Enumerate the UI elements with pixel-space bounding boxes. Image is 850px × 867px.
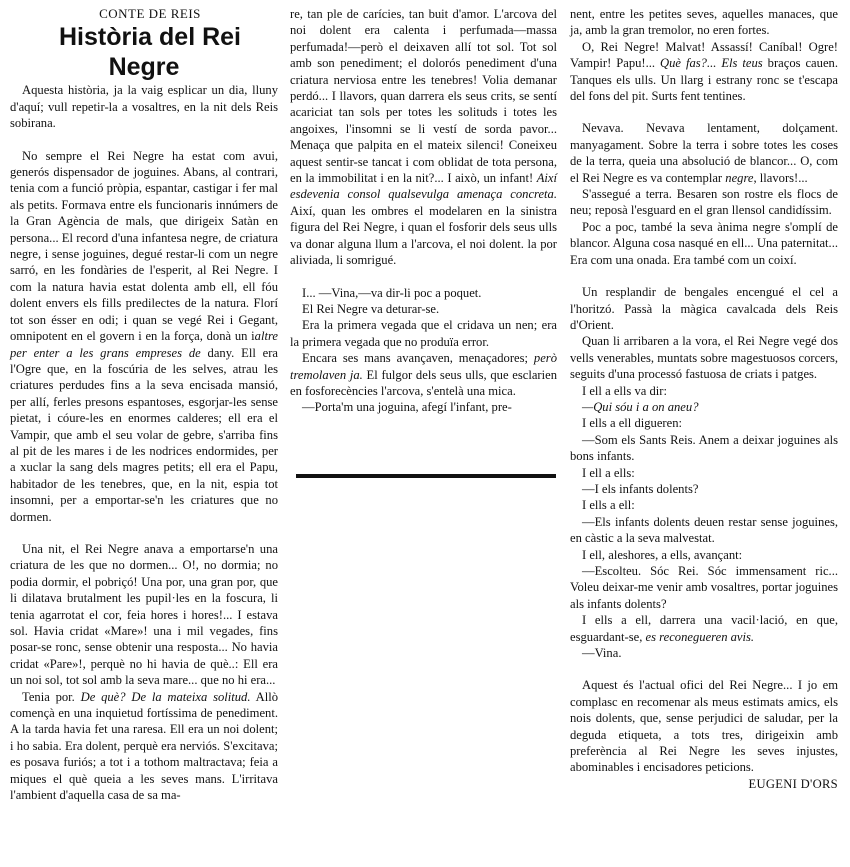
paragraph: nent, entre les petites seves, aquelles manaces, que ja, amb la gran tremolor, no eren fortes. [570,7,838,38]
paragraph: Nevava. Nevava lentament, dolçament. manyagament. Sobre la terra i sobre totes les coses de la terra, queia una absolució de blancor... O, com el Rei Negre es va contemplar negre, llavors!... [570,121,838,185]
paragraph: El Rei Negre va deturar-se. [302,301,440,316]
dialogue-line: —Escolteu. Sóc Rei. Sóc immensament ric... Voleu deixar-me venir amb vosaltres, portar joguines als infants dolents? [570,564,838,611]
column-left [10,6,278,803]
dialogue-line: —Som els Sants Reis. Anem a deixar joguines als bons infants. [570,432,838,464]
paragraph: Poc a poc, també la seva ànima negre s'omplí de blancor. Alguna cosa nasqué en ell... Una paternitat... Era com una onada. Era també com un coixí. [570,219,838,267]
author-signature: EUGENI D'ORS [748,776,838,791]
page-title: Història del Rei Negre [59,23,241,82]
dialogue-line: —Els infants dolents deuen restar sense joguines, en càstic a la seva malvestat. [570,514,838,546]
paragraph: No sempre el Rei Negre ha estat com avui, generós dispensador de joguines. Abans, al contrari, tenia com a funció pròpia, espantar, castigar i fer mal als petits. Formava entre els funcionaris innúmers de la Gran Agència de mals, que dirigeix Satàn en persona... El record d'una infantesa negre, de criatura negre, i sense joguines, degué restar-li com un negre sarró, en les fondàries de l'esperit, al Rei Negre. I com la natura havia estat dolenta amb ell, ell fóu dolent envers els fills predilectes de la natura. Florí tot son ésser en odi; i quan se vegé Rei i Gegant, omnipotent en el govern i en la força, donà un ialtre per enter a les grans empreses de dany. Ell era l'Ogre que, en la foscúria de les selves, atrau les criatures perdudes fins a la seva encisada mansió, per allí, ferles presons espantoses, esgorjar-les sense pietat, i cóure-les en enormes calderes; ell era el Vampir, que amb el seu volar de gebre, s'arriba fins al pit de les mares i de les nodrices endormides, per a xuclar la sang dels magres petits; ell era el Papu, habitador de les tenebres, que, en la nit, espia tot insomni, per a emportar-se'n les criatures que no dormen. [10,148,278,524]
dialogue-line: —Qui sóu i a on aneu? [582,399,699,414]
dialogue-line: I ells a ell digueren: [582,416,683,431]
paragraph: Una nit, el Rei Negre anava a emportarse'n una criatura de les que no dormen... O!, no dormia; no podia dormir, el pobriçó! Una por, una gran por, que li dilatava brutalment les pupil·les en la foscura, li tenia agarrotat el cor, feia hores i hores!... I estava sol. Havia cridat «Mare»! una i mil vegades, fins posar-se ronc, sense obtenir una resposta... No havia cridat «Pare»!, perquè no hi havia de què..: Ell era un noi sol, tot sol amb la seva mare... que no hi era... [10,541,278,688]
dialogue-line: I ells a ell: [582,498,635,513]
paragraph: Era la primera vegada que el cridava un nen; era la primera vegada que no produïa error. [290,318,557,349]
paragraph: —Porta'm una joguina, afegí l'infant, pre- [302,400,512,415]
paragraph: Tenia por. De què? De la mateixa solitud. Allò començà en una inquietud fortíssima de penediment. A la tarda havia fet una raresa. Ell era un noi dolent; i ho sabia. Era dolent, perquè era nerviós. S'excitava; es posava furiós; a tot i a tothom maltractava; feia a miques el què queia a les seves mans. L'irritava l'ambient d'aquella casa de sa ma- [10,689,278,803]
dialogue-line: I ell a ells va dir: [582,383,667,398]
paragraph: I... —Vina,—va dir-li poc a poquet. [302,285,482,300]
dialogue-line: I ells a ell, darrera una vacil·lació, en que, esguardant-se, es reconegueren avis. [570,613,838,644]
paragraph: Quan li arribaren a la vora, el Rei Negre vegé dos vells venerables, muntats sobre magestuosos corcers, seguits d'una processó fastuosa de criats i patges. [570,334,838,382]
dialogue-line: —I els infants dolents? [582,481,699,496]
section-kicker: CONTE DE REIS [99,6,201,21]
paragraph: S'assegué a terra. Besaren son rostre els flocs de neu; reposà l'esguard en el gran llensol candidíssim. [570,187,838,218]
intro-paragraph: Aquesta història, ja la vaig esplicar un dia, lluny d'aquí; vull repetir-la a vosaltres, en la nit dels Reis sobirana. [10,83,278,131]
dialogue-line: I ell, aleshores, a ells, avançant: [582,547,743,562]
dialogue-line: —Vina. [582,646,622,661]
column-right [570,6,838,792]
column-end-rule [296,474,556,478]
paragraph: O, Rei Negre! Malvat! Assassí! Caníbal! Ogre! Vampir! Papu!... Què fas?... Els teus braços cauen. Tanques els ulls. Un llarg i estrany ronc se t'escapa del fons del pit. Surts fent tentines. [570,39,838,104]
paragraph: Un resplandir de bengales encengué el cel a l'horitzó. Passà la màgica cavalcada dels Reis d'Orient. [570,285,838,332]
paragraph: re, tan ple de carícies, tan buit d'amor. L'arcova del noi dolent era calenta i perfumada—massa perfumada!—però el deixaven allí tot sol. Tot sol amb son penediment; el dolorós penediment d'una criatura nerviosa entre les tenebres! Volia demanar perdó... I llavors, quan darrera els seus crits, se sentí acariciat tan sols per totes les solituds i totes les angoixes, l'insomni se li vestí de sorda pavor... Menaça que palpita en el mateix silenci! Coneixeu aquest sentir-se tancat i com oblidat de tota persona, en la immobilitat i en la nit?... I això, un infant! Així esdevenia consol qualsevulga amenaça concreta. Així, quan les ombres el modelaren en la sinistra figura del Rei Negre, i quan el fosforir dels seus ulls va donar alguna llum a l'arcova, el noi dolent. la por aliviada, li somrigué. [290,7,557,268]
dialogue-line: I ell a ells: [582,465,635,480]
closing-paragraph: Aquest és l'actual ofici del Rei Negre... I jo em complasc en recomenar als meus estimats amics, els nois dolents, que, sense perjudici de saludar, per la deguda etiqueta, a tots tres, dirigeixin amb preferència al Rei Negre les seves injustes, abominables i encisadores peticions. [570,678,838,775]
paragraph: Encara ses mans avançaven, menaçadores; però tremolaven ja. El fulgor dels seus ulls, que esclarien en fosforecències l'arcova, s'entelà una mica. [290,351,557,398]
column-middle [290,6,557,416]
